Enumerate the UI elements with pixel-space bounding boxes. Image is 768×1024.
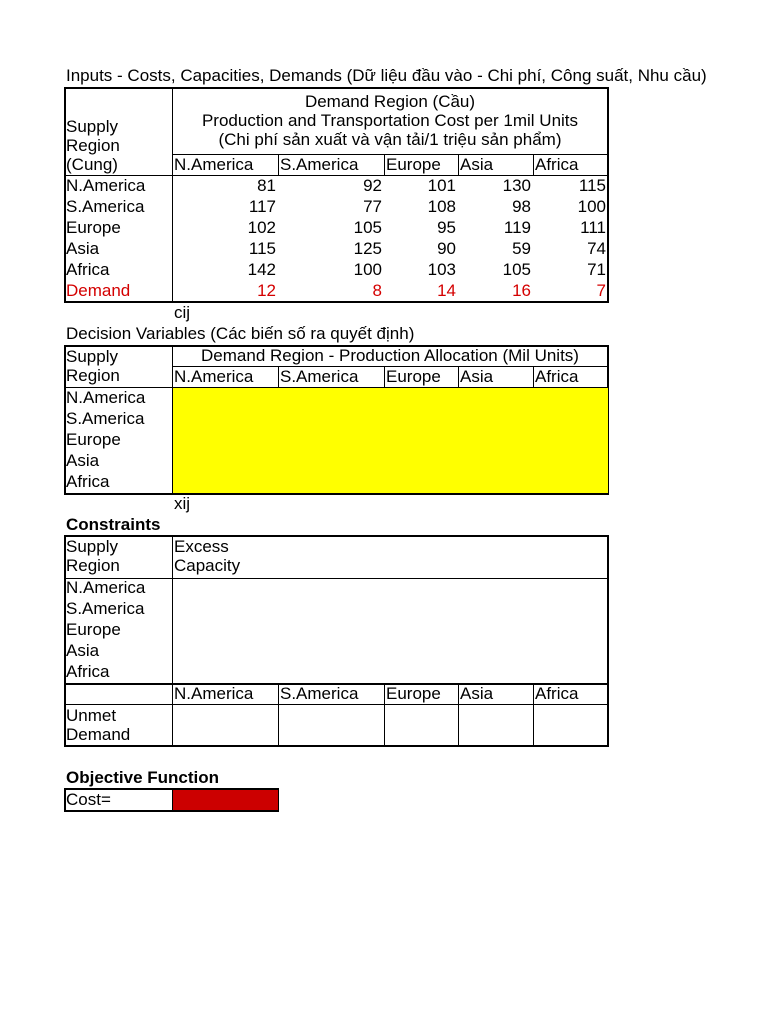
col-asia: Asia <box>460 684 494 703</box>
col-asia: Asia <box>460 155 494 174</box>
cost-cell: 125 <box>353 239 382 258</box>
row-label: S.America <box>66 599 145 618</box>
row-label: S.America <box>66 409 145 428</box>
cost-cell: 81 <box>257 176 276 195</box>
decision-variable-range[interactable] <box>173 388 608 493</box>
col-divider <box>172 684 173 746</box>
col-divider <box>458 684 459 746</box>
demand-cell: 7 <box>596 281 606 300</box>
row-label: Africa <box>66 662 110 681</box>
cost-cell: 102 <box>247 218 276 237</box>
row-label: Asia <box>66 239 100 258</box>
col-europe: Europe <box>386 155 441 174</box>
row-label: Africa <box>66 472 110 491</box>
constraints-title: Constraints <box>66 515 161 534</box>
cost-cell: 95 <box>437 218 456 237</box>
demand-label: Demand <box>66 281 131 300</box>
col-divider <box>384 366 385 387</box>
col-divider <box>278 154 279 175</box>
cost-cell: 117 <box>248 197 276 216</box>
inputs-title: Inputs - Costs, Capacities, Demands (Dữ liệu đầu vào - Chi phí, Công suất, Nhu cầu) <box>66 66 707 85</box>
col-divider <box>458 154 459 175</box>
cost-label: Cost= <box>66 790 111 809</box>
demand-region-header: Demand Region (Cầu) <box>304 92 476 111</box>
col-europe: Europe <box>386 684 441 703</box>
supply-region-label-1: Supply <box>66 117 118 136</box>
inputs-divider <box>172 88 173 301</box>
demand-cell: 16 <box>512 281 531 300</box>
row-label: Africa <box>66 260 110 279</box>
excess-capacity-label-2: Capacity <box>174 556 241 575</box>
cost-cell: 115 <box>248 239 276 258</box>
col-s-america: S.America <box>280 684 359 703</box>
cost-cell: 105 <box>353 218 382 237</box>
unmet-header-line <box>65 704 608 705</box>
cost-cell: 74 <box>587 239 606 258</box>
row-label: Europe <box>66 218 121 237</box>
row-label: Asia <box>66 641 100 660</box>
cost-cell: 130 <box>502 176 531 195</box>
unmet-label-2: Demand <box>66 725 131 744</box>
row-label: Europe <box>66 430 121 449</box>
col-divider <box>384 684 385 746</box>
col-asia: Asia <box>460 367 494 386</box>
row-label: N.America <box>66 578 146 597</box>
constraints-divider <box>172 536 173 683</box>
col-n-america: N.America <box>174 155 254 174</box>
objective-title: Objective Function <box>66 768 220 787</box>
cost-cell: 98 <box>512 197 531 216</box>
supply-region-label-1: Supply <box>66 347 118 366</box>
cost-cell: 71 <box>587 260 606 279</box>
row-label: Asia <box>66 451 100 470</box>
cost-cell: 100 <box>577 197 606 216</box>
col-africa: Africa <box>535 684 579 703</box>
cost-cell: 119 <box>503 218 531 237</box>
col-divider <box>533 366 534 387</box>
cost-header: Production and Transportation Cost per 1mil Units <box>201 111 579 130</box>
decision-title: Decision Variables (Các biến số ra quyết định) <box>66 324 415 343</box>
col-divider <box>278 366 279 387</box>
demand-cell: 14 <box>437 281 456 300</box>
cost-cell: 115 <box>578 176 606 195</box>
col-n-america: N.America <box>174 684 254 703</box>
supply-region-label-3: (Cung) <box>66 155 118 174</box>
col-n-america: N.America <box>174 367 254 386</box>
row-label: N.America <box>66 176 146 195</box>
cost-cell: 90 <box>437 239 456 258</box>
cost-cell: 101 <box>427 176 456 195</box>
supply-region-label-2: Region <box>66 136 120 155</box>
cost-cell: 59 <box>512 239 531 258</box>
col-africa: Africa <box>535 367 579 386</box>
col-divider <box>384 154 385 175</box>
col-s-america: S.America <box>280 367 359 386</box>
supply-region-label-2: Region <box>66 366 120 385</box>
cost-header-vn: (Chi phí sản xuất và vận tải/1 triệu sản phẩm) <box>218 130 562 149</box>
col-s-america: S.America <box>280 155 359 174</box>
row-label: Europe <box>66 620 121 639</box>
col-europe: Europe <box>386 367 441 386</box>
col-divider <box>533 154 534 175</box>
cost-cell: 103 <box>427 260 456 279</box>
demand-cell: 8 <box>372 281 382 300</box>
cost-cell: 100 <box>353 260 382 279</box>
unmet-label-1: Unmet <box>66 706 117 725</box>
cost-cell: 105 <box>502 260 531 279</box>
cij-note: cij <box>174 303 191 322</box>
cost-cell: 77 <box>363 197 382 216</box>
demand-cell: 12 <box>257 281 276 300</box>
cost-value-cell[interactable] <box>172 790 278 810</box>
cost-cell: 108 <box>427 197 456 216</box>
supply-region-label-1: Supply <box>66 537 118 556</box>
excess-capacity-label-1: Excess <box>174 537 229 556</box>
supply-region-label-2: Region <box>66 556 120 575</box>
cost-cell: 111 <box>580 218 606 237</box>
col-divider <box>533 684 534 746</box>
col-africa: Africa <box>535 155 579 174</box>
col-divider <box>278 684 279 746</box>
xij-note: xij <box>174 494 191 513</box>
allocation-header: Demand Region - Production Allocation (Mil Units) <box>201 346 579 365</box>
cost-cell: 142 <box>247 260 276 279</box>
row-label: S.America <box>66 197 145 216</box>
col-divider <box>458 366 459 387</box>
cost-cell: 92 <box>363 176 382 195</box>
row-label: N.America <box>66 388 146 407</box>
